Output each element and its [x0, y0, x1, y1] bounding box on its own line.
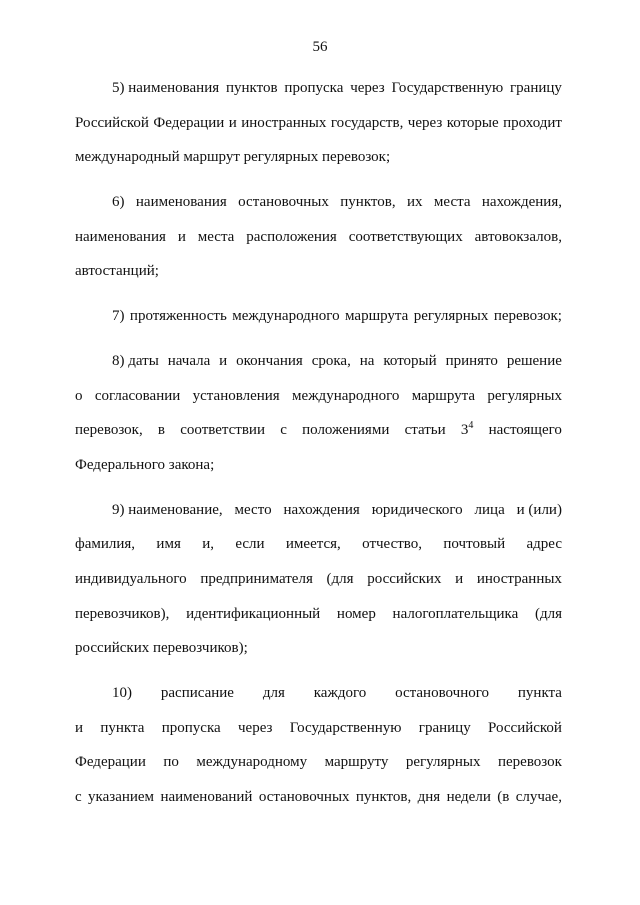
text-line: [75, 636, 562, 671]
word: каждого: [313, 685, 367, 701]
word: адрес: [526, 536, 562, 553]
word: регулярных: [413, 308, 489, 325]
word: и,: [202, 536, 214, 553]
word: и: [75, 719, 84, 736]
text-line: [75, 567, 562, 602]
word: регулярных: [487, 387, 562, 404]
document-body: [75, 76, 562, 830]
word: (для: [326, 570, 354, 587]
word: Федерации: [153, 114, 225, 131]
word: пропуска: [161, 719, 221, 736]
word: указанием: [88, 789, 155, 806]
word: остановочных: [238, 194, 329, 211]
word: российских перевозчиков);: [75, 640, 248, 657]
word: международный маршрут регулярных перевозок;: [75, 149, 391, 166]
word: если: [235, 536, 265, 553]
word: границу: [510, 80, 562, 96]
word: пропуска: [284, 80, 344, 96]
word: 10): [112, 685, 132, 701]
word: положениями: [302, 422, 390, 439]
word: Федерального закона;: [75, 456, 215, 473]
word: фамилия,: [75, 536, 136, 553]
word: недели: [446, 789, 491, 806]
word: автостанций;: [75, 263, 159, 280]
word: наименования: [135, 194, 227, 211]
word: нахождения,: [481, 194, 562, 211]
word: индивидуального: [75, 570, 187, 587]
word: 8) даты: [112, 352, 159, 369]
word: маршрута: [345, 308, 409, 325]
word: границу: [418, 719, 471, 736]
word: юридического: [371, 501, 463, 518]
word: в: [157, 422, 166, 439]
word: пункта: [100, 719, 145, 736]
word: срока,: [311, 352, 351, 369]
word: протяженность: [129, 308, 227, 325]
word: остановочного: [395, 685, 490, 701]
word: Федерации: [75, 754, 146, 771]
word: и: [228, 114, 237, 131]
word: автовокзалов,: [474, 228, 562, 245]
text-line: [75, 384, 562, 419]
word: 5) наименования: [112, 80, 220, 96]
word: 9) наименование,: [112, 501, 223, 518]
word: решение: [506, 352, 562, 369]
word: перевозок: [497, 754, 562, 771]
word: (для: [534, 605, 562, 622]
word: государств,: [330, 114, 404, 131]
word: который: [383, 352, 437, 369]
word: 7): [112, 308, 125, 325]
word: места: [197, 228, 235, 245]
text-line: [75, 111, 562, 146]
text-line: [75, 681, 562, 716]
text-line: [75, 349, 562, 384]
word: номер: [336, 605, 376, 622]
word: и: [177, 228, 186, 245]
text-line: [75, 785, 562, 820]
paragraph: [75, 681, 562, 820]
text-line: [75, 76, 562, 111]
word: соответствии: [180, 422, 265, 439]
word: с: [75, 789, 82, 806]
word: международного: [232, 308, 340, 325]
word: расписание: [160, 685, 234, 701]
word: отчество,: [362, 536, 423, 553]
text-line: [75, 418, 562, 453]
text-line: [75, 145, 562, 180]
word: о: [75, 387, 83, 404]
word: международному: [196, 754, 308, 771]
word: окончания: [236, 352, 303, 369]
paragraph: [75, 498, 562, 671]
word: настоящего: [488, 422, 562, 439]
word: которые: [446, 114, 499, 131]
paragraph: [75, 190, 562, 294]
word: и: [455, 570, 464, 587]
word: пункта: [517, 685, 562, 701]
word: иностранных: [476, 570, 562, 587]
text-line: [75, 190, 562, 225]
word: пунктов,: [340, 194, 396, 211]
word: иностранных: [241, 114, 327, 131]
word: Российской: [75, 114, 149, 131]
text-line: [75, 498, 562, 533]
word: Государственную: [289, 719, 402, 736]
word: Российской: [488, 719, 562, 736]
word: Государственную: [391, 80, 504, 96]
text-line: [75, 532, 562, 567]
word: наименований: [160, 789, 253, 806]
text-line: [75, 602, 562, 637]
word: начала: [167, 352, 211, 369]
text-line: [75, 453, 562, 488]
word: через: [350, 80, 385, 96]
word: перевозок;: [493, 308, 562, 325]
word: лица: [474, 501, 505, 518]
word: через: [407, 114, 443, 131]
word: соответствующих: [348, 228, 463, 245]
word: 6): [112, 194, 125, 211]
word: имя: [156, 536, 181, 553]
word: через: [238, 719, 273, 736]
word: расположения: [246, 228, 337, 245]
word: перевозок,: [75, 422, 143, 439]
word: маршрута: [411, 387, 476, 404]
word: остановочных: [258, 789, 350, 806]
word: идентификационный: [186, 605, 321, 622]
word: их: [407, 194, 423, 211]
text-line: [75, 750, 562, 785]
word: пунктов: [225, 80, 278, 96]
text-line: [75, 304, 562, 339]
paragraph: [75, 349, 562, 488]
word: нахождения: [283, 501, 360, 518]
word: наименования: [75, 228, 166, 245]
text-line: [75, 716, 562, 751]
word: перевозчиков),: [75, 605, 170, 622]
word: пунктов,: [355, 789, 412, 806]
word: для: [262, 685, 285, 701]
word: статьи: [404, 422, 446, 439]
word: место: [234, 501, 272, 518]
word: маршруту: [324, 754, 389, 771]
word: места: [433, 194, 471, 211]
word: на: [359, 352, 375, 369]
word: регулярных: [405, 754, 481, 771]
word: проходит: [503, 114, 562, 131]
word: принято: [445, 352, 498, 369]
word: почтовый: [443, 536, 506, 553]
word: по: [163, 754, 179, 771]
text-line: [75, 225, 562, 260]
word: имеется,: [285, 536, 341, 553]
word: налогоплательщика: [392, 605, 519, 622]
word: с: [280, 422, 287, 439]
paragraph: [75, 304, 562, 339]
page-number: 56: [312, 39, 328, 55]
word: (в: [497, 789, 510, 806]
word: международного: [292, 387, 400, 404]
word: установления: [192, 387, 280, 404]
word: $3^4$: [460, 420, 474, 439]
word: и (или): [516, 501, 562, 518]
word: российских: [367, 570, 442, 587]
word: предпринимателя: [200, 570, 313, 587]
text-line: [75, 259, 562, 294]
word: случае,: [515, 789, 562, 806]
word: дня: [417, 789, 441, 806]
paragraph: [75, 76, 562, 180]
word: и: [219, 352, 228, 369]
word: согласовании: [94, 387, 181, 404]
